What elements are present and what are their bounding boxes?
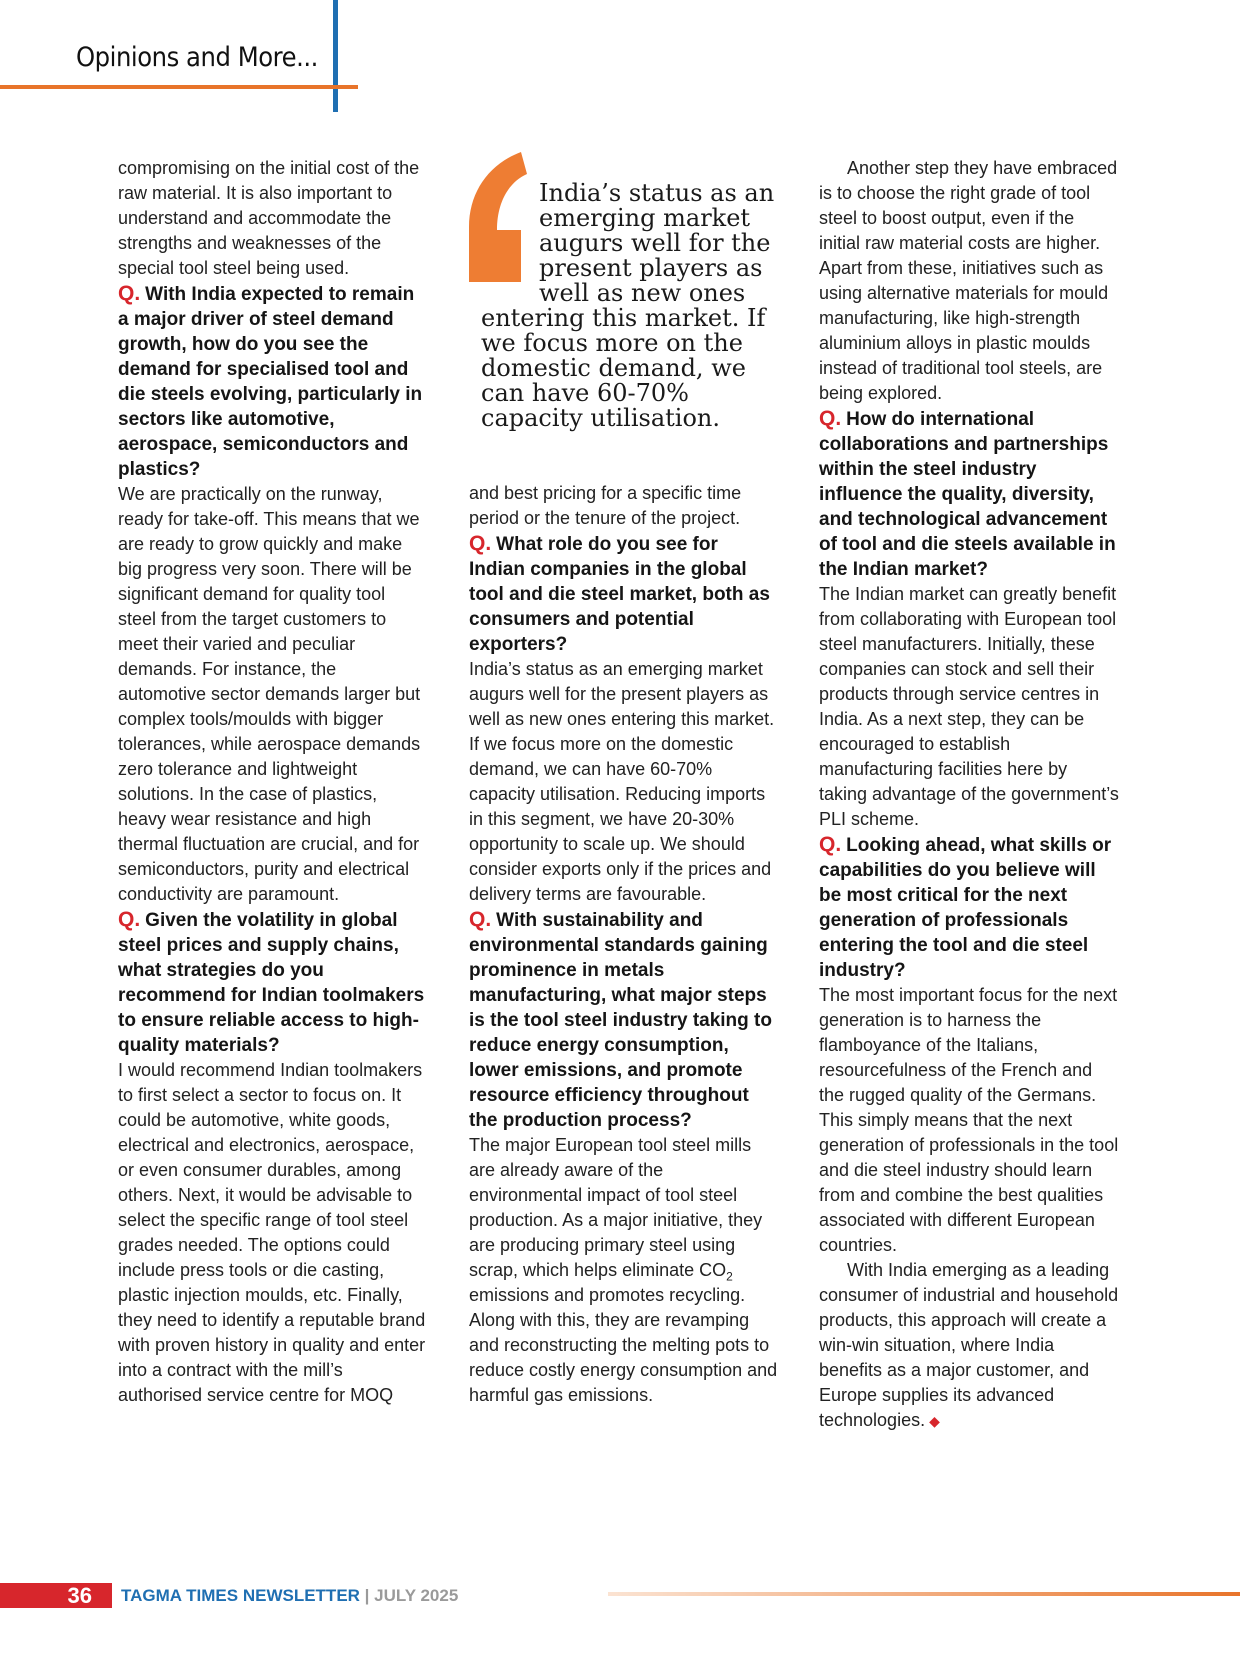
answer-3: India’s status as an emerging market augurs well for the present players as well as new ones entering this market. If we focus more on the domestic demand, we can have 60-70% capacity utilisation. Reducing imports in this segment, we have 20-30% opportunity to scale up. We should consider exports only if the prices and delivery terms are favourable. — [469, 659, 775, 904]
question-6 — [819, 832, 1119, 983]
question-3 — [469, 531, 779, 657]
question-4 — [469, 907, 779, 1133]
question-mark: Q. — [819, 833, 842, 856]
question-6-text: Looking ahead, what skills or capabilities do you believe will be most critical for the next generation of professionals entering the tool and die steel industry? — [819, 835, 1112, 981]
pull-quote — [469, 152, 779, 452]
question-mark: Q. — [469, 908, 492, 931]
answer-6: The most important focus for the next generation is to harness the flamboyance of the Italians, resourcefulness of the French and the rugged quality of the Germans. This simply means that the next generation of professionals in the tool and die steel industry should learn from and combine the best qualities associated with different European countries. — [819, 985, 1119, 1255]
footer-rule — [608, 1592, 1240, 1596]
question-5-text: How do international collaborations and partnerships within the steel industry influence the quality, diversity, and technological advancement of tool and die steels available in the Indian market? — [819, 409, 1116, 580]
header-rule — [0, 85, 358, 89]
question-2-text: Given the volatility in global steel prices and supply chains, what strategies do you recommend for Indian toolmakers to ensure reliable access to high-quality materials? — [118, 910, 425, 1056]
issue-date: JULY 2025 — [374, 1586, 459, 1605]
answer-1: We are practically on the runway, ready for take-off. This means that we are ready to grow quickly and make big progress very soon. There will be significant demand for quality tool steel from the target customers to meet their varied and peculiar demands. For instance, the automotive sector demands larger but complex tools/moulds with bigger tolerances, while aerospace demands zero tolerance and lightweight solutions. In the case of plastics, heavy wear resistance and high thermal fluctuation are crucial, and for semiconductors, purity and electrical conductivity are paramount. — [118, 484, 421, 904]
footer-separator: | — [364, 1586, 370, 1605]
page-number-badge — [0, 1583, 112, 1608]
intro-paragraph: compromising on the initial cost of the raw material. It is also important to understand and accommodate the strengths and weaknesses of the special tool steel being used. — [118, 158, 420, 278]
question-3-text: What role do you see for Indian companies in the global tool and die steel market, both as consumers and potential exporters? — [469, 534, 770, 655]
footer-publication — [121, 1584, 458, 1607]
column-3 — [819, 156, 1119, 1434]
question-1-text: With India expected to remain a major driver of steel demand growth, how do you see the demand for specialised tool and die steels evolving, particularly in sectors like automotive, aerospace, semiconductors and plastics? — [118, 284, 423, 480]
answer-4-part-2: emissions and promotes recycling. Along with this, they are revamping and reconstructing the melting pots to reduce costly energy consumption and harmful gas emissions. — [469, 1285, 778, 1405]
question-mark: Q. — [819, 407, 842, 430]
question-mark: Q. — [469, 532, 492, 555]
answer-5: The Indian market can greatly benefit from collaborating with European tool steel manufacturers. Initially, these companies can stock and sell their products through service centres in India. As a next step, they can be encouraged to establish manufacturing facilities here by taking advantage of the government’s PLI scheme. — [819, 584, 1119, 829]
pull-quote-text: India’s status as an emerging market augurs well for the present players as well as new ones entering this market. If we focus more on the domestic demand, we can have 60-70% capacity utilisation. — [481, 179, 775, 432]
question-4-text: With sustainability and environmental standards gaining prominence in metals manufacturing, what major steps is the tool steel industry taking to reduce energy consumption, lower emissions, and promote resource efficiency throughout the production process? — [469, 910, 772, 1131]
answer-6-continued-text: With India emerging as a leading consumer of industrial and household products, this approach will create a win-win situation, where India benefits as a major customer, and Europe supplies its advanced technologies. — [819, 1260, 1119, 1430]
end-mark-icon: ◆ — [929, 1413, 940, 1429]
column-1 — [118, 156, 428, 1408]
header-vertical-rule — [333, 0, 338, 112]
question-5 — [819, 406, 1119, 582]
question-mark: Q. — [118, 908, 141, 931]
continued-paragraph: and best pricing for a specific time period or the tenure of the project. — [469, 483, 742, 528]
answer-4-part-1: The major European tool steel mills are already aware of the environmental impact of tool steel production. As a major initiative, they are producing primary steel using scrap, which helps eliminate CO — [469, 1135, 763, 1280]
section-title: Opinions and More... — [76, 42, 318, 73]
page-number: 36 — [67, 1583, 92, 1608]
paragraph-other-steps: Another step they have embraced is to choose the right grade of tool steel to boost output, even if the initial raw material costs are higher. Apart from these, initiatives such as using alternative materials for mould manufacturing, like high-strength aluminium alloys in plastic moulds instead of traditional tool steels, are being explored. — [819, 158, 1118, 403]
answer-6-continued — [819, 1258, 1119, 1434]
question-1 — [118, 281, 428, 482]
question-2 — [118, 907, 428, 1058]
answer-4 — [469, 1133, 779, 1408]
column-2 — [469, 481, 779, 1408]
question-mark: Q. — [118, 282, 141, 305]
publication-name: TAGMA TIMES NEWSLETTER — [121, 1586, 360, 1605]
answer-2: I would recommend Indian toolmakers to first select a sector to focus on. It could be automotive, white goods, electrical and electronics, aerospace, or even consumer durables, among others. Next, it would be advisable to select the specific range of tool steel grades needed. The options could include press tools or die casting, plastic injection moulds, etc. Finally, they need to identify a reputable brand with proven history in quality and enter into a contract with the mill’s authorised service centre for MOQ — [118, 1060, 426, 1405]
co2-subscript: 2 — [726, 1269, 733, 1284]
